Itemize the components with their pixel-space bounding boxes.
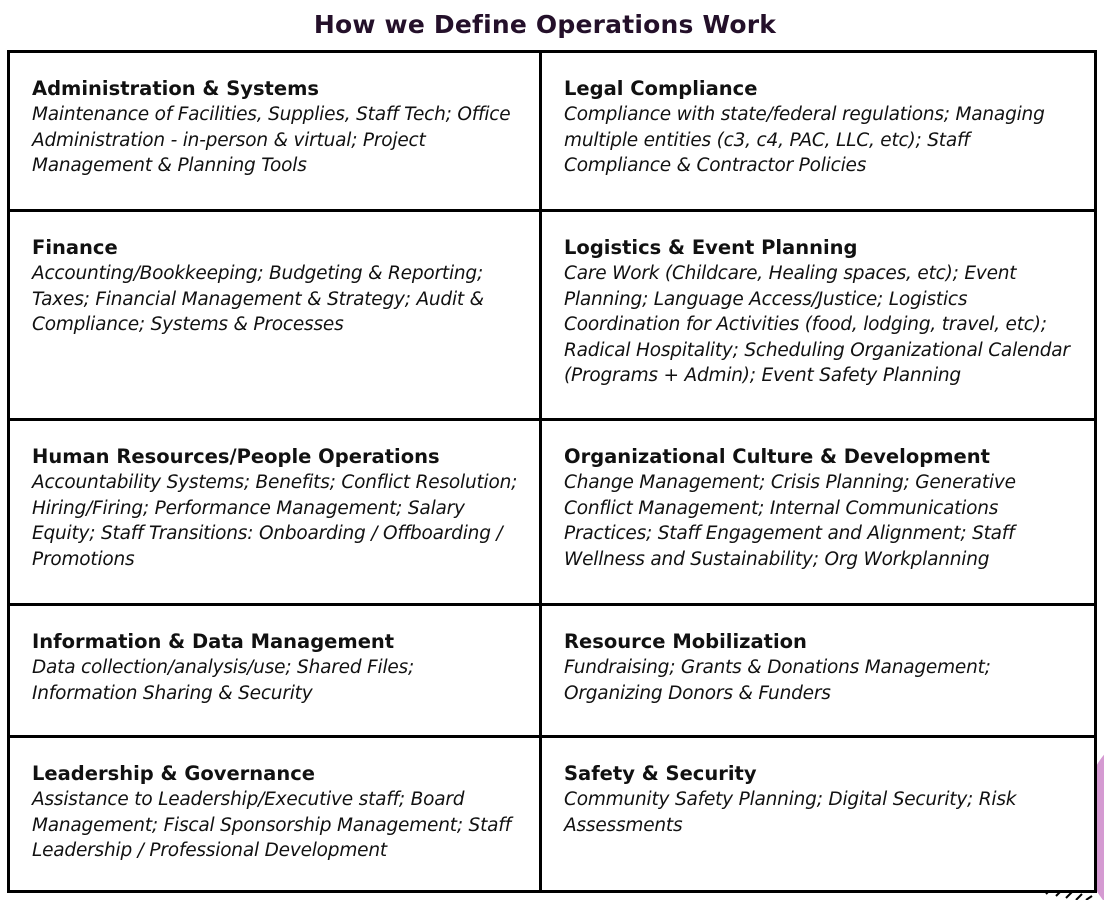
category-title: Leadership & Governance [32, 762, 315, 785]
category-cell-finance [10, 212, 542, 421]
category-description: Assistance to Leadership/Executive staff; Board Management; Fiscal Sponsorship Management; Staff Leadership / Professional Development [32, 789, 511, 861]
category-title: Logistics & Event Planning [564, 236, 858, 259]
category-cell-logistics [542, 212, 1094, 421]
category-title: Safety & Security [564, 762, 757, 785]
category-title: Legal Compliance [564, 77, 758, 100]
category-title: Resource Mobilization [564, 630, 807, 653]
category-description: Accountability Systems; Benefits; Conflict Resolution; Hiring/Firing; Performance Management; Salary Equity; Staff Transitions: Onboarding / Offboarding / Promotions [32, 472, 518, 570]
operations-categories-table [7, 50, 1097, 893]
category-title: Human Resources/People Operations [32, 445, 440, 468]
category-cell-org-culture [542, 421, 1094, 606]
category-description: Change Management; Crisis Planning; Generative Conflict Management; Internal Communications Practices; Staff Engagement and Alignment; Staff Wellness and Sustainability; Org Workplanning [564, 472, 1016, 570]
category-description: Maintenance of Facilities, Supplies, Staff Tech; Office Administration - in-person & virtual; Project Management & Planning Tools [32, 104, 511, 176]
category-title: Finance [32, 236, 118, 259]
category-description: Fundraising; Grants & Donations Management; Organizing Donors & Funders [564, 657, 991, 704]
category-cell-administration [10, 53, 542, 212]
category-cell-legal [542, 53, 1094, 212]
category-cell-leadership [10, 738, 542, 890]
category-cell-information-data [10, 606, 542, 738]
category-description: Compliance with state/federal regulations; Managing multiple entities (c3, c4, PAC, LLC, etc); Staff Compliance & Contractor Policies [564, 104, 1045, 176]
category-description: Community Safety Planning; Digital Security; Risk Assessments [564, 789, 1017, 836]
category-description: Care Work (Childcare, Healing spaces, etc); Event Planning; Language Access/Justice; Logistics Coordination for Activities (food, lodging, travel, etc); Radical Hospitality; Scheduling Organizational Calendar (Programs + Admin); Event Safety Planning [564, 263, 1070, 386]
category-description: Accounting/Bookkeeping; Budgeting & Reporting; Taxes; Financial Management & Strategy; Audit & Compliance; Systems & Processes [32, 263, 484, 335]
category-cell-human-resources [10, 421, 542, 606]
category-cell-resource-mobilization [542, 606, 1094, 738]
category-cell-safety [542, 738, 1094, 890]
category-title: Administration & Systems [32, 77, 320, 100]
category-title: Organizational Culture & Development [564, 445, 990, 468]
category-title: Information & Data Management [32, 630, 395, 653]
page-title: How we Define Operations Work [313, 10, 777, 39]
category-description: Data collection/analysis/use; Shared Files; Information Sharing & Security [32, 657, 415, 704]
